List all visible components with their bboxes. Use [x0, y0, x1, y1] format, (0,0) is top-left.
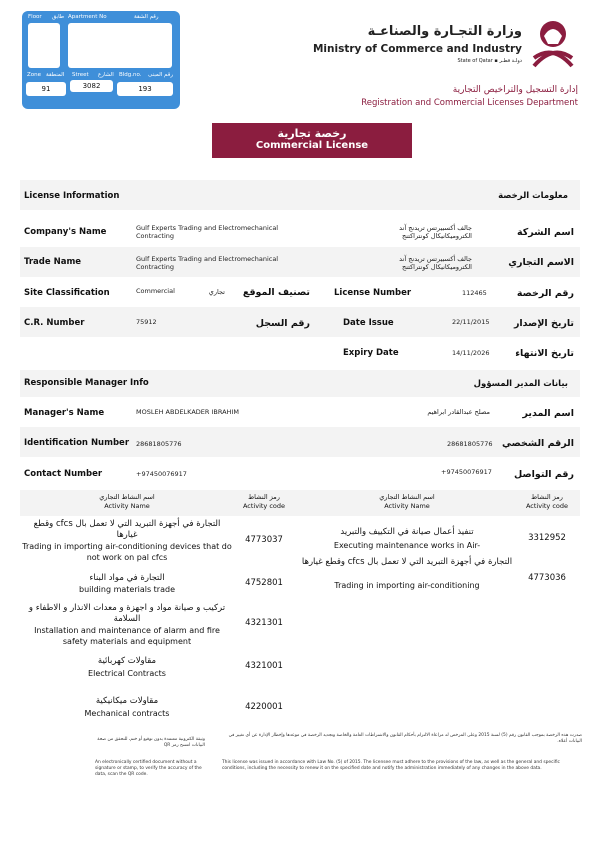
- activity-right-1-en: Executing maintenance works in Air-: [333, 541, 481, 550]
- site-classification-label: Site Classification: [24, 288, 110, 298]
- identification-value-ar: 28681805776: [447, 440, 493, 448]
- floor-label: Floor: [28, 14, 42, 20]
- footer-right-ar: صدرت هذه الرخصة بموجب القانون رقم (5) لسنة 2015 وعلى المرخص له مراعاة الالتزام بأحكام القانون والاشتراطات العامة والخاصة وتجديد الرخصة في موعدها وإخطار الإدارة عن أي تغيير في البيانات أعلاه.: [228, 733, 582, 744]
- bldg-value: 193: [138, 85, 152, 93]
- bldg-label: Bldg.no.: [119, 72, 142, 78]
- company-name-value-ar: جالف أكسبيرتس تريدنج آند الكتروميكانيكال كونتراكتنج: [399, 224, 472, 240]
- cr-number-label-ar: رقم السجل: [255, 318, 310, 329]
- site-classification-value: Commercial: [136, 287, 175, 295]
- zone-box: [26, 82, 66, 96]
- street-box: [70, 80, 113, 92]
- street-label-ar: الشارع: [98, 72, 114, 78]
- activity-left-5-ar: مقاولات ميكانيكية: [95, 696, 159, 706]
- state-of-qatar: State of Qatar ▪ دولـة قطـر: [457, 58, 522, 64]
- dept-name-en: Registration and Commercial Licenses Department: [361, 98, 578, 108]
- site-classification-label-ar: تصنيف الموقع: [242, 287, 310, 298]
- activity-left-2-ar: التجارة في مواد البناء: [89, 573, 165, 583]
- license-title-ar: رخصة تجارية: [277, 127, 347, 140]
- activity-code-header-en-2: Activity code: [525, 502, 569, 510]
- zone-label: Zone: [27, 72, 42, 78]
- floor-label-ar: طابق: [52, 14, 65, 20]
- license-number-label-ar: رقم الرخصة: [516, 288, 574, 299]
- contact-number-value-ar: +97450076917: [441, 468, 492, 476]
- activity-name-header-en-2: Activity Name: [384, 502, 430, 510]
- apartment-label-ar: رقم الشقة: [134, 14, 159, 20]
- identification-label-ar: الرقم الشخصي: [501, 438, 574, 449]
- activity-code-header-ar: رمز النشاط: [248, 493, 280, 501]
- street-value: 3082: [82, 82, 101, 90]
- site-classification-value-ar: تجاري: [208, 288, 225, 296]
- address-card: [22, 11, 180, 109]
- manager-info-title-ar: بيانات المدير المسؤول: [473, 379, 568, 389]
- apartment-label: Apartment No: [68, 14, 107, 20]
- footer-left-ar: وثيقة الكترونية معتمدة بدون توقيع أو ختم، للتحقق من صحة البيانات امسح رمز QR: [97, 737, 205, 748]
- license-number-value: 112465: [462, 289, 487, 297]
- activity-left-1-ar: التجارة في أجهزة التبريد التي لا تعمل بال cfcs وقطع غيارها: [33, 519, 221, 540]
- footer-right-en: This license was issued in accordance with Law No. (5) of 2015. The licensee must adhere to the provisions of the law, as well as the general and specific conditions, including the necessity to renew it on the specified date and notify the administration immediately of any changes in the above data.: [222, 760, 560, 771]
- activity-left-3-en: Installation and maintenance of alarm and fire safety materials and equipment: [34, 626, 220, 646]
- activity-left-1-en: Trading in importing air-conditioning devices that do not work on pal cfcs: [22, 542, 232, 562]
- cr-number-value: 75912: [136, 318, 157, 326]
- activity-code-header-en: Activity code: [242, 502, 286, 510]
- activity-name-header-ar: اسم النشاط التجاري: [99, 493, 155, 501]
- state-en: State of Qatar: [457, 58, 493, 64]
- bldg-box: [117, 82, 173, 96]
- state-ar: دولـة قطـر: [499, 58, 522, 64]
- footer-left-en: An electronically certified document without a signature or stamp, to verify the accuracy of the data, scan the QR code.: [95, 760, 202, 777]
- expiry-date-value: 14/11/2026: [452, 349, 490, 357]
- qatar-emblem-icon: [528, 14, 578, 72]
- activity-name-header-ar-2: اسم النشاط التجاري: [379, 493, 435, 501]
- activity-code-header-left: [232, 493, 296, 511]
- activity-right-2-ar: التجارة في أجهزة التبريد التي لا تعمل بال cfcs وقطع غيارها: [301, 557, 513, 567]
- activity-left-2-en: building materials trade: [78, 585, 175, 594]
- trade-name-value: Gulf Experts Trading and Electromechanical Contracting: [136, 255, 279, 271]
- activity-left-2-code: 4752801: [245, 578, 283, 588]
- ministry-name-en: Ministry of Commerce and Industry: [312, 43, 522, 55]
- license-info-title-ar: معلومات الرخصة: [498, 191, 568, 201]
- manager-name-value: MOSLEH ABDELKADER IBRAHIM: [136, 408, 239, 416]
- cr-number-label: C.R. Number: [24, 318, 85, 328]
- activity-name-header-en: Activity Name: [104, 502, 150, 510]
- apartment-box: [68, 23, 172, 68]
- manager-name-label: Manager's Name: [24, 408, 105, 418]
- bldg-label-ar: رقم المبنى: [148, 72, 173, 78]
- activity-right-2-en: Trading in importing air-conditioning: [334, 581, 480, 590]
- activity-left-5-code: 4220001: [245, 702, 283, 712]
- trade-name-value-ar: جالف أكسبيرتس تريدنج آند الكتروميكانيكال كونتراكتنج: [399, 255, 472, 271]
- license-title-banner: [212, 123, 412, 158]
- activity-left-3-code: 4321301: [245, 618, 283, 628]
- activity-left-4-en: Electrical Contracts: [88, 669, 166, 678]
- contact-number-label-ar: رقم التواصل: [513, 469, 574, 480]
- license-info-header: [20, 180, 580, 210]
- activity-code-header-ar-2: رمز النشاط: [531, 493, 563, 501]
- company-name-value: Gulf Experts Trading and Electromechanical Contracting: [136, 224, 279, 240]
- activity-right-2-code: 4773036: [528, 573, 566, 583]
- activity-right-1-ar: تنفيذ أعمال صيانة في التكييف والتبريد: [340, 527, 474, 537]
- activity-code-header-right: [514, 493, 580, 511]
- manager-name-label-ar: اسم المدير: [522, 408, 574, 419]
- activity-left-5-en: Mechanical contracts: [84, 709, 170, 718]
- activity-name-header-left: [22, 493, 232, 511]
- activity-left-3-ar: تركيب و صيانة مواد و اجهزة و معدات الانذار و الاطفاء و السلامة: [28, 603, 226, 624]
- activity-right-1-code: 3312952: [528, 533, 566, 543]
- manager-info-header: [20, 370, 580, 397]
- activity-left-4-ar: مقاولات كهربائية: [97, 656, 157, 666]
- expiry-date-label-ar: تاريخ الانتهاء: [515, 348, 574, 359]
- floor-box: [28, 23, 60, 68]
- activity-name-header-right: [300, 493, 514, 511]
- ministry-name-ar: وزارة التجـارة والصناعـة: [367, 24, 522, 39]
- zone-label-ar: المنطقة: [46, 72, 65, 78]
- activity-left-1-code: 4773037: [245, 535, 283, 545]
- trade-name-label-ar: الاسم التجاري: [508, 257, 574, 268]
- trade-name-label: Trade Name: [24, 257, 82, 267]
- contact-number-value: +97450076917: [136, 470, 187, 478]
- contact-number-label: Contact Number: [24, 469, 103, 479]
- date-issue-label-ar: تاريخ الإصدار: [513, 318, 574, 329]
- manager-info-title: Responsible Manager Info: [24, 378, 149, 388]
- license-number-label: License Number: [334, 288, 412, 298]
- activity-left-4-code: 4321001: [245, 661, 283, 671]
- dept-name-ar: إدارة التسجيل والتراخيص التجارية: [452, 85, 578, 95]
- identification-label: Identification Number: [24, 438, 130, 448]
- company-name-label: Company's Name: [24, 227, 107, 237]
- identification-value: 28681805776: [136, 440, 182, 448]
- date-issue-label: Date Issue: [343, 318, 394, 328]
- expiry-date-label: Expiry Date: [343, 348, 399, 358]
- street-label: Street: [72, 72, 89, 78]
- trade-name-row: [20, 247, 580, 277]
- license-title-en: Commercial License: [255, 140, 369, 151]
- company-name-label-ar: اسم الشركة: [516, 227, 574, 238]
- zone-value: 91: [41, 85, 51, 93]
- manager-name-value-ar: مصلح عبدالقادر ابراهيم: [427, 408, 490, 416]
- date-issue-value: 22/11/2015: [452, 318, 490, 326]
- license-info-title: License Information: [24, 191, 120, 201]
